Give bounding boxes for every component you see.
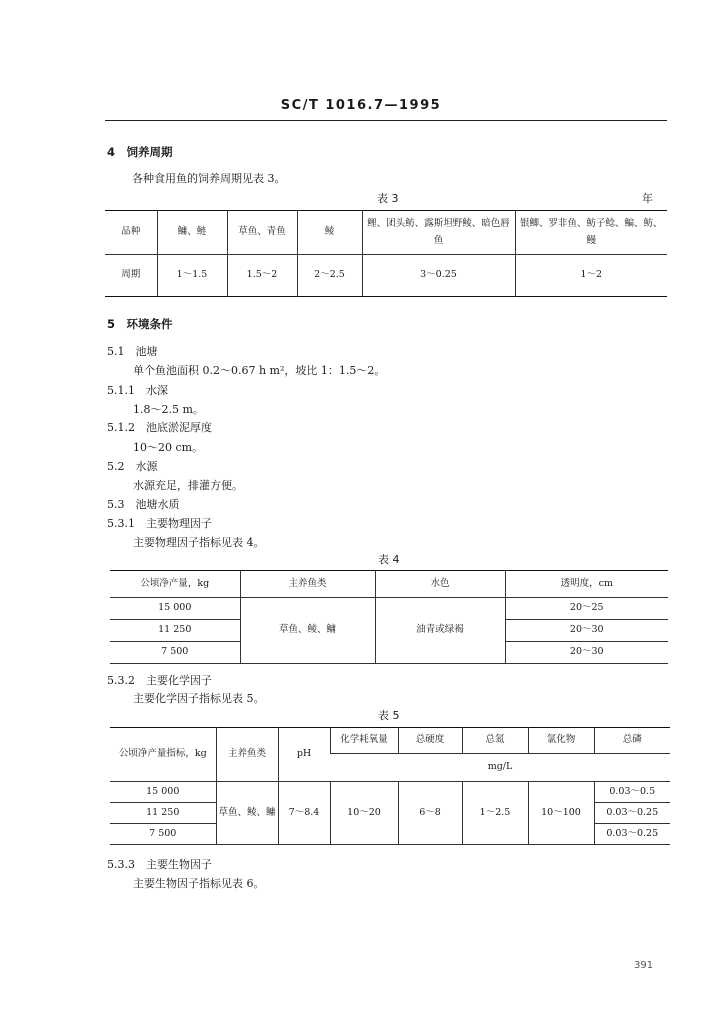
table-5-nitrogen: 1～2.5: [462, 782, 528, 845]
table-5-cod: 10～20: [330, 782, 398, 845]
section-5-3-2-text: 主要化学因子指标见表 5。: [133, 692, 265, 705]
table-5-phosphorus: 0.03～0.25: [594, 803, 670, 824]
table-3-variety: 鲤、团头鲂、露斯坦野鲮、暗色唇鱼: [362, 211, 515, 255]
table-3-caption: 表 3: [377, 192, 399, 205]
section-5-1-1-heading: 5.1.1 水深: [107, 384, 168, 397]
table-4-header: 水色: [375, 571, 505, 598]
header-rule: [105, 120, 667, 121]
section-5-heading: 5 环境条件: [107, 317, 173, 331]
table-4-transparency: 20～25: [505, 598, 668, 620]
table-3-period: 1～2: [515, 255, 667, 297]
table-3-variety: 草鱼、青鱼: [227, 211, 297, 255]
table-5-header: pH: [278, 728, 330, 782]
table-5-yield: 11 250: [110, 803, 216, 824]
table-5-header: 氯化物: [528, 728, 594, 754]
section-5-1-1-text: 1.8～2.5 m。: [133, 403, 204, 416]
table-5-ph: 7～8.4: [278, 782, 330, 845]
table-3-period: 1.5～2: [227, 255, 297, 297]
table-3-period: 2～2.5: [297, 255, 362, 297]
section-5-3-3-text: 主要生物因子指标见表 6。: [133, 877, 265, 890]
table-3-unit: 年: [642, 192, 653, 205]
table-4-header: 公顷净产量，kg: [110, 571, 240, 598]
table-5-header: 化学耗氧量: [330, 728, 398, 754]
table-4-yield: 15 000: [110, 598, 240, 620]
section-5-3-1-text: 主要物理因子指标见表 4。: [133, 536, 265, 549]
table-3-header-variety: 品种: [105, 211, 157, 255]
page-number: 391: [634, 960, 654, 971]
table-5-caption: 表 5: [378, 709, 400, 722]
table-5-header: 公顷净产量指标，kg: [110, 728, 216, 782]
table-5-yield: 7 500: [110, 824, 216, 845]
table-5-chloride: 10～100: [528, 782, 594, 845]
table-4: [110, 570, 668, 664]
section-5-3-1-heading: 5.3.1 主要物理因子: [107, 517, 212, 530]
table-5-header: 总磷: [594, 728, 670, 754]
table-5-hardness: 6～8: [398, 782, 462, 845]
section-5-3-heading: 5.3 池塘水质: [107, 498, 180, 511]
standard-code: SC/T 1016.7—1995: [280, 98, 442, 113]
table-4-caption: 表 4: [378, 553, 400, 566]
table-4-header: 主养鱼类: [240, 571, 375, 598]
table-5: [110, 727, 670, 845]
section-5-1-2-heading: 5.1.2 池底淤泥厚度: [107, 421, 212, 434]
table-4-yield: 11 250: [110, 620, 240, 642]
section-5-1-text: 单个鱼池面积 0.2～0.67 h m²，坡比 1：1.5～2。: [133, 364, 386, 377]
table-3-period: 3～0.25: [362, 255, 515, 297]
table-5-header: 总硬度: [398, 728, 462, 754]
table-3-variety: 银鲫、罗非鱼、鲂子鲶、鳊、鲂、鳗: [515, 211, 667, 255]
section-5-1-2-text: 10～20 cm。: [133, 441, 204, 454]
table-3-period: 1～1.5: [157, 255, 227, 297]
table-4-header: 透明度，cm: [505, 571, 668, 598]
table-5-unit: mg/L: [330, 754, 670, 782]
table-3: [105, 210, 667, 297]
table-4-fish: 草鱼、鲮、鳙: [240, 598, 375, 664]
section-5-2-heading: 5.2 水源: [107, 460, 158, 473]
section-4-heading: 4 饲养周期: [107, 145, 173, 159]
table-5-fish: 草鱼、鲮、鳙: [216, 782, 278, 845]
section-5-2-text: 水源充足，排灌方便。: [133, 479, 243, 492]
section-5-3-3-heading: 5.3.3 主要生物因子: [107, 858, 212, 871]
table-5-header: 主养鱼类: [216, 728, 278, 782]
section-5-3-2-heading: 5.3.2 主要化学因子: [107, 674, 212, 687]
table-4-transparency: 20～30: [505, 620, 668, 642]
table-4-yield: 7 500: [110, 642, 240, 664]
table-5-phosphorus: 0.03～0.5: [594, 782, 670, 803]
table-3-header-period: 周期: [121, 269, 141, 281]
table-5-phosphorus: 0.03～0.25: [594, 824, 670, 845]
section-4-intro: 各种食用鱼的饲养周期见表 3。: [132, 172, 286, 185]
table-5-yield: 15 000: [110, 782, 216, 803]
table-4-transparency: 20～30: [505, 642, 668, 664]
table-5-header: 总氮: [462, 728, 528, 754]
table-4-water-color: 油青或绿褐: [375, 598, 505, 664]
table-3-variety: 鲮: [297, 211, 362, 255]
section-5-1-heading: 5.1 池塘: [107, 345, 158, 358]
table-3-variety: 鳙、鲢: [157, 211, 227, 255]
